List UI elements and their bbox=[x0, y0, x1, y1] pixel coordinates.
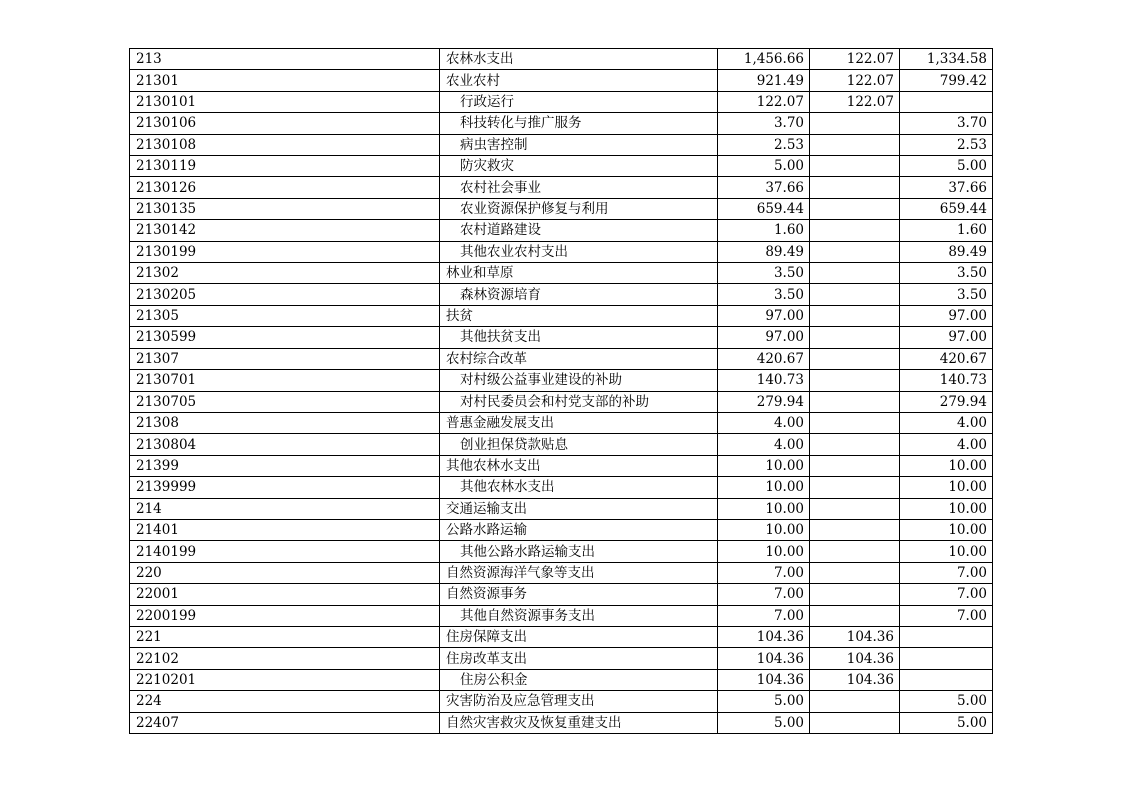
account-name-cell: 创业担保贷款贴息 bbox=[440, 434, 718, 455]
total-amount-cell: 104.36 bbox=[718, 648, 810, 669]
account-name-cell: 农业农村 bbox=[440, 70, 718, 91]
total-amount-cell: 7.00 bbox=[718, 605, 810, 626]
project-expenditure-cell: 5.00 bbox=[900, 691, 993, 712]
account-code-cell: 2130142 bbox=[130, 220, 440, 241]
table-row bbox=[130, 177, 993, 198]
project-expenditure-cell: 10.00 bbox=[900, 498, 993, 519]
expenditure-table-sheet bbox=[129, 48, 992, 734]
table-row bbox=[130, 327, 993, 348]
table-row bbox=[130, 434, 993, 455]
total-amount-cell: 10.00 bbox=[718, 519, 810, 540]
table-row bbox=[130, 156, 993, 177]
account-code-cell: 2140199 bbox=[130, 541, 440, 562]
table-row bbox=[130, 562, 993, 583]
total-amount-cell: 3.50 bbox=[718, 263, 810, 284]
basic-expenditure-cell bbox=[810, 412, 900, 433]
account-name-cell: 住房改革支出 bbox=[440, 648, 718, 669]
project-expenditure-cell: 7.00 bbox=[900, 605, 993, 626]
account-name-cell: 行政运行 bbox=[440, 91, 718, 112]
account-code-cell: 2130108 bbox=[130, 134, 440, 155]
project-expenditure-cell: 420.67 bbox=[900, 348, 993, 369]
basic-expenditure-cell: 122.07 bbox=[810, 49, 900, 70]
total-amount-cell: 1,456.66 bbox=[718, 49, 810, 70]
account-name-cell: 住房公积金 bbox=[440, 669, 718, 690]
account-name-cell: 其他农业农村支出 bbox=[440, 241, 718, 262]
project-expenditure-cell bbox=[900, 669, 993, 690]
account-code-cell: 21302 bbox=[130, 263, 440, 284]
project-expenditure-cell: 5.00 bbox=[900, 712, 993, 733]
total-amount-cell: 122.07 bbox=[718, 91, 810, 112]
account-code-cell: 2200199 bbox=[130, 605, 440, 626]
project-expenditure-cell: 37.66 bbox=[900, 177, 993, 198]
account-code-cell: 2210201 bbox=[130, 669, 440, 690]
project-expenditure-cell: 10.00 bbox=[900, 541, 993, 562]
account-code-cell: 2130804 bbox=[130, 434, 440, 455]
basic-expenditure-cell bbox=[810, 691, 900, 712]
account-name-cell: 其他农林水支出 bbox=[440, 455, 718, 476]
table-row bbox=[130, 49, 993, 70]
table-row bbox=[130, 305, 993, 326]
total-amount-cell: 1.60 bbox=[718, 220, 810, 241]
table-row bbox=[130, 91, 993, 112]
table-row bbox=[130, 498, 993, 519]
account-code-cell: 221 bbox=[130, 626, 440, 647]
total-amount-cell: 3.50 bbox=[718, 284, 810, 305]
account-name-cell: 灾害防治及应急管理支出 bbox=[440, 691, 718, 712]
project-expenditure-cell: 1.60 bbox=[900, 220, 993, 241]
basic-expenditure-cell bbox=[810, 584, 900, 605]
table-row bbox=[130, 626, 993, 647]
project-expenditure-cell bbox=[900, 626, 993, 647]
account-code-cell: 21399 bbox=[130, 455, 440, 476]
account-code-cell: 2130106 bbox=[130, 113, 440, 134]
basic-expenditure-cell bbox=[810, 370, 900, 391]
table-row bbox=[130, 134, 993, 155]
table-row bbox=[130, 519, 993, 540]
basic-expenditure-cell bbox=[810, 327, 900, 348]
account-code-cell: 21307 bbox=[130, 348, 440, 369]
basic-expenditure-cell bbox=[810, 305, 900, 326]
project-expenditure-cell: 140.73 bbox=[900, 370, 993, 391]
basic-expenditure-cell bbox=[810, 134, 900, 155]
table-row bbox=[130, 477, 993, 498]
basic-expenditure-cell bbox=[810, 605, 900, 626]
basic-expenditure-cell bbox=[810, 477, 900, 498]
project-expenditure-cell: 4.00 bbox=[900, 412, 993, 433]
account-code-cell: 21305 bbox=[130, 305, 440, 326]
account-name-cell: 农林水支出 bbox=[440, 49, 718, 70]
basic-expenditure-cell bbox=[810, 455, 900, 476]
account-name-cell: 对村民委员会和村党支部的补助 bbox=[440, 391, 718, 412]
total-amount-cell: 89.49 bbox=[718, 241, 810, 262]
project-expenditure-cell: 4.00 bbox=[900, 434, 993, 455]
account-code-cell: 2130135 bbox=[130, 198, 440, 219]
basic-expenditure-cell bbox=[810, 241, 900, 262]
account-code-cell: 2139999 bbox=[130, 477, 440, 498]
account-name-cell: 其他自然资源事务支出 bbox=[440, 605, 718, 626]
basic-expenditure-cell bbox=[810, 541, 900, 562]
project-expenditure-cell: 659.44 bbox=[900, 198, 993, 219]
basic-expenditure-cell: 122.07 bbox=[810, 70, 900, 91]
total-amount-cell: 279.94 bbox=[718, 391, 810, 412]
table-row bbox=[130, 412, 993, 433]
total-amount-cell: 104.36 bbox=[718, 669, 810, 690]
basic-expenditure-cell bbox=[810, 348, 900, 369]
account-name-cell: 病虫害控制 bbox=[440, 134, 718, 155]
account-code-cell: 213 bbox=[130, 49, 440, 70]
table-row bbox=[130, 584, 993, 605]
table-row bbox=[130, 691, 993, 712]
account-code-cell: 22407 bbox=[130, 712, 440, 733]
project-expenditure-cell: 97.00 bbox=[900, 305, 993, 326]
account-name-cell: 交通运输支出 bbox=[440, 498, 718, 519]
account-code-cell: 2130101 bbox=[130, 91, 440, 112]
basic-expenditure-cell bbox=[810, 562, 900, 583]
basic-expenditure-cell bbox=[810, 177, 900, 198]
basic-expenditure-cell bbox=[810, 498, 900, 519]
account-code-cell: 22001 bbox=[130, 584, 440, 605]
account-code-cell: 214 bbox=[130, 498, 440, 519]
total-amount-cell: 5.00 bbox=[718, 712, 810, 733]
table-row bbox=[130, 113, 993, 134]
account-name-cell: 公路水路运输 bbox=[440, 519, 718, 540]
basic-expenditure-cell bbox=[810, 391, 900, 412]
project-expenditure-cell: 10.00 bbox=[900, 455, 993, 476]
project-expenditure-cell: 3.70 bbox=[900, 113, 993, 134]
account-name-cell: 扶贫 bbox=[440, 305, 718, 326]
total-amount-cell: 4.00 bbox=[718, 412, 810, 433]
table-row bbox=[130, 712, 993, 733]
total-amount-cell: 140.73 bbox=[718, 370, 810, 391]
basic-expenditure-cell bbox=[810, 198, 900, 219]
basic-expenditure-cell bbox=[810, 113, 900, 134]
expenditure-table-body bbox=[130, 49, 993, 734]
account-name-cell: 农业资源保护修复与利用 bbox=[440, 198, 718, 219]
basic-expenditure-cell bbox=[810, 712, 900, 733]
project-expenditure-cell: 10.00 bbox=[900, 477, 993, 498]
total-amount-cell: 5.00 bbox=[718, 156, 810, 177]
total-amount-cell: 7.00 bbox=[718, 562, 810, 583]
total-amount-cell: 921.49 bbox=[718, 70, 810, 91]
account-code-cell: 2130701 bbox=[130, 370, 440, 391]
account-name-cell: 其他公路水路运输支出 bbox=[440, 541, 718, 562]
account-code-cell: 2130705 bbox=[130, 391, 440, 412]
account-name-cell: 农村社会事业 bbox=[440, 177, 718, 198]
account-code-cell: 2130205 bbox=[130, 284, 440, 305]
account-code-cell: 2130126 bbox=[130, 177, 440, 198]
account-code-cell: 22102 bbox=[130, 648, 440, 669]
total-amount-cell: 420.67 bbox=[718, 348, 810, 369]
total-amount-cell: 2.53 bbox=[718, 134, 810, 155]
account-name-cell: 自然资源事务 bbox=[440, 584, 718, 605]
table-row bbox=[130, 198, 993, 219]
total-amount-cell: 7.00 bbox=[718, 584, 810, 605]
account-name-cell: 自然灾害救灾及恢复重建支出 bbox=[440, 712, 718, 733]
basic-expenditure-cell bbox=[810, 434, 900, 455]
table-row bbox=[130, 70, 993, 91]
account-code-cell: 220 bbox=[130, 562, 440, 583]
account-name-cell: 农村道路建设 bbox=[440, 220, 718, 241]
project-expenditure-cell: 7.00 bbox=[900, 584, 993, 605]
project-expenditure-cell: 799.42 bbox=[900, 70, 993, 91]
table-row bbox=[130, 284, 993, 305]
account-name-cell: 科技转化与推广服务 bbox=[440, 113, 718, 134]
total-amount-cell: 97.00 bbox=[718, 305, 810, 326]
table-row bbox=[130, 648, 993, 669]
account-code-cell: 2130599 bbox=[130, 327, 440, 348]
table-row bbox=[130, 220, 993, 241]
account-name-cell: 林业和草原 bbox=[440, 263, 718, 284]
account-name-cell: 自然资源海洋气象等支出 bbox=[440, 562, 718, 583]
total-amount-cell: 5.00 bbox=[718, 691, 810, 712]
total-amount-cell: 37.66 bbox=[718, 177, 810, 198]
table-row bbox=[130, 455, 993, 476]
expenditure-table bbox=[129, 48, 993, 734]
table-row bbox=[130, 669, 993, 690]
total-amount-cell: 97.00 bbox=[718, 327, 810, 348]
table-row bbox=[130, 241, 993, 262]
project-expenditure-cell: 97.00 bbox=[900, 327, 993, 348]
project-expenditure-cell: 3.50 bbox=[900, 284, 993, 305]
total-amount-cell: 10.00 bbox=[718, 477, 810, 498]
basic-expenditure-cell bbox=[810, 284, 900, 305]
account-code-cell: 21301 bbox=[130, 70, 440, 91]
table-row bbox=[130, 391, 993, 412]
project-expenditure-cell: 7.00 bbox=[900, 562, 993, 583]
project-expenditure-cell: 89.49 bbox=[900, 241, 993, 262]
project-expenditure-cell: 1,334.58 bbox=[900, 49, 993, 70]
basic-expenditure-cell bbox=[810, 156, 900, 177]
total-amount-cell: 10.00 bbox=[718, 455, 810, 476]
project-expenditure-cell: 279.94 bbox=[900, 391, 993, 412]
account-code-cell: 2130119 bbox=[130, 156, 440, 177]
account-name-cell: 住房保障支出 bbox=[440, 626, 718, 647]
account-name-cell: 防灾救灾 bbox=[440, 156, 718, 177]
table-row bbox=[130, 348, 993, 369]
basic-expenditure-cell bbox=[810, 519, 900, 540]
account-name-cell: 森林资源培育 bbox=[440, 284, 718, 305]
total-amount-cell: 4.00 bbox=[718, 434, 810, 455]
account-name-cell: 其他农林水支出 bbox=[440, 477, 718, 498]
account-code-cell: 2130199 bbox=[130, 241, 440, 262]
basic-expenditure-cell bbox=[810, 263, 900, 284]
table-row bbox=[130, 263, 993, 284]
basic-expenditure-cell: 122.07 bbox=[810, 91, 900, 112]
account-code-cell: 21308 bbox=[130, 412, 440, 433]
account-name-cell: 普惠金融发展支出 bbox=[440, 412, 718, 433]
account-name-cell: 对村级公益事业建设的补助 bbox=[440, 370, 718, 391]
total-amount-cell: 104.36 bbox=[718, 626, 810, 647]
basic-expenditure-cell: 104.36 bbox=[810, 669, 900, 690]
account-code-cell: 224 bbox=[130, 691, 440, 712]
basic-expenditure-cell: 104.36 bbox=[810, 648, 900, 669]
basic-expenditure-cell bbox=[810, 220, 900, 241]
account-name-cell: 农村综合改革 bbox=[440, 348, 718, 369]
table-row bbox=[130, 541, 993, 562]
table-row bbox=[130, 605, 993, 626]
total-amount-cell: 10.00 bbox=[718, 498, 810, 519]
project-expenditure-cell: 10.00 bbox=[900, 519, 993, 540]
project-expenditure-cell: 2.53 bbox=[900, 134, 993, 155]
total-amount-cell: 659.44 bbox=[718, 198, 810, 219]
table-row bbox=[130, 370, 993, 391]
basic-expenditure-cell: 104.36 bbox=[810, 626, 900, 647]
account-name-cell: 其他扶贫支出 bbox=[440, 327, 718, 348]
total-amount-cell: 3.70 bbox=[718, 113, 810, 134]
total-amount-cell: 10.00 bbox=[718, 541, 810, 562]
project-expenditure-cell bbox=[900, 648, 993, 669]
account-code-cell: 21401 bbox=[130, 519, 440, 540]
project-expenditure-cell: 5.00 bbox=[900, 156, 993, 177]
project-expenditure-cell: 3.50 bbox=[900, 263, 993, 284]
project-expenditure-cell bbox=[900, 91, 993, 112]
